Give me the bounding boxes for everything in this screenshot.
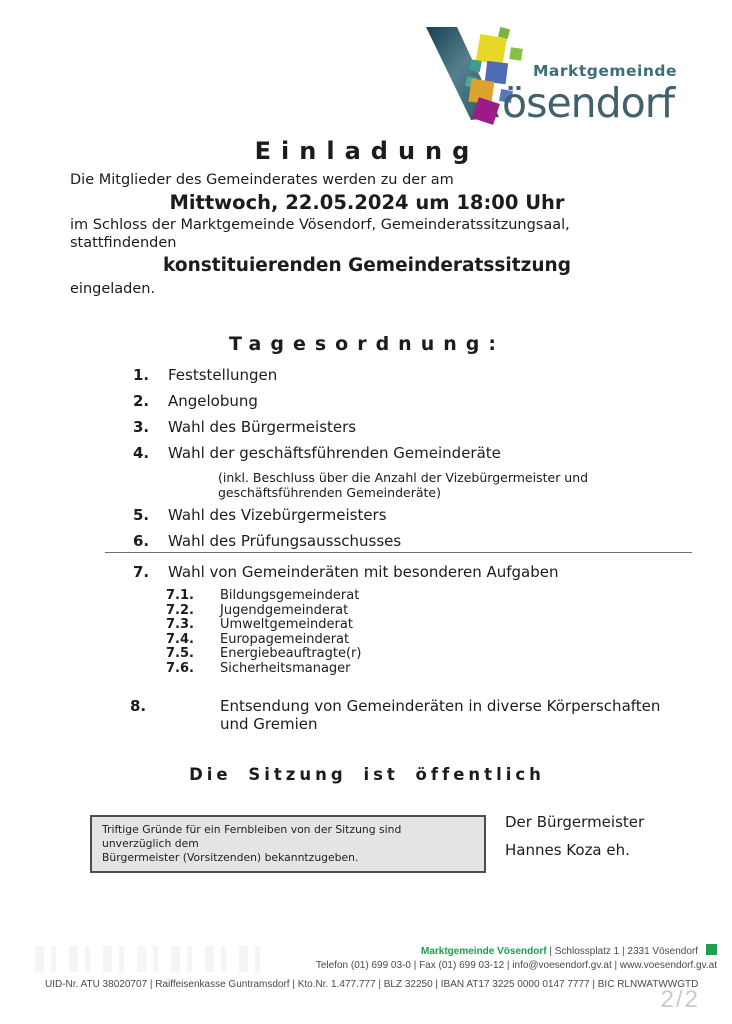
signature-role: Der Bürgermeister (505, 812, 645, 831)
agenda-item-8 (130, 697, 664, 733)
agenda-item-3 (133, 418, 664, 436)
footer-org-name: Marktgemeinde Vösendorf (421, 946, 547, 957)
signature-name: Hannes Koza eh. (505, 840, 630, 859)
agenda-item-number: 3. (133, 418, 150, 436)
agenda-subitem-number: 7.2. (166, 602, 194, 618)
scan-artifact (35, 946, 270, 972)
public-session-notice: Die Sitzung ist öffentlich (189, 764, 545, 784)
agenda-item-text-line: Entsendung von Gemeinderäten in diverse Körperschaften (220, 696, 661, 715)
closing-line: eingeladen. (70, 281, 156, 297)
agenda-subitem-text: Europagemeinderat (220, 631, 350, 647)
agenda-item-text: Wahl des Bürgermeisters (168, 418, 357, 436)
agenda-subitem-number: 7.6. (166, 660, 194, 676)
voesendorf-logo (420, 20, 705, 127)
agenda-subitem-7-1 (166, 589, 664, 602)
agenda-item-text: Wahl des Prüfungsausschusses (168, 532, 402, 550)
page-number: 2/2 (660, 986, 700, 1013)
agenda-item-text: Wahl des Vizebürgermeisters (168, 506, 387, 524)
footer-bank-line: UID-Nr. ATU 38020707 | Raiffeisenkasse Guntramsdorf | Kto.Nr. 1.477.777 | BLZ 32250 | IBAN AT17 3225 0000 0147 7777 | BIC RLNWATWWGTD (45, 979, 699, 990)
meeting-location: im Schloss der Marktgemeinde Vösendorf, Gemeinderatssitzungsaal, stattfindenden (70, 217, 570, 251)
signature-block (505, 812, 645, 859)
agenda-subitem-number: 7.1. (166, 588, 194, 603)
agenda-item-text: Wahl von Gemeinderäten mit besonderen Aufgaben (168, 563, 559, 581)
agenda-item-1 (133, 366, 664, 384)
agenda-subitem-text: Energiebeauftragte(r) (220, 646, 362, 661)
agenda-item-number: 4. (133, 444, 150, 462)
footer-address-line (316, 944, 717, 959)
note-line: (inkl. Beschluss über die Anzahl der Vizebürgermeister und (218, 470, 589, 485)
agenda-item-text (220, 697, 664, 733)
footer-address: | Schlossplatz 1 | 2331 Vösendorf (546, 946, 698, 957)
absence-note-line: Bürgermeister (Vorsitzenden) bekanntzugeben. (102, 850, 359, 864)
meeting-type: konstituierenden Gemeinderatssitzung (163, 255, 571, 276)
agenda-item-number: 6. (133, 532, 150, 550)
agenda-item-text: Angelobung (168, 392, 258, 410)
agenda-subitem-text: Bildungsgemeinderat (220, 588, 360, 603)
agenda-item-4 (133, 444, 664, 462)
agenda-item-number: 2. (133, 392, 150, 410)
agenda-item-text: Wahl der geschäftsführenden Gemeinderäte (168, 444, 501, 462)
agenda-item-number: 5. (133, 506, 150, 524)
agenda-subitem-text: Sicherheitsmanager (220, 660, 351, 676)
agenda-item-4-note (218, 470, 664, 500)
document-body (70, 134, 664, 873)
footer-contact-line: Telefon (01) 699 03-0 | Fax (01) 699 03-12 | info@voesendorf.gv.at | www.voesendorf.gv.at (315, 960, 717, 971)
logo-brand-bottom: ösendorf (502, 79, 675, 127)
absence-note-line: Triftige Gründe für ein Fernbleiben von der Sitzung sind unverzüglich dem (102, 822, 402, 850)
agenda-subitem-7-5 (166, 647, 664, 660)
page-title: Einladung (254, 137, 480, 165)
agenda-subitem-7-6 (166, 662, 664, 675)
agenda-item-7 (133, 563, 664, 581)
note-line: geschäftsführenden Gemeinderäte) (218, 485, 441, 500)
agenda-item-text-line: und Gremien (220, 714, 318, 733)
footer-contact-block (316, 944, 717, 973)
agenda-item-2 (133, 392, 664, 410)
agenda-subitem-text: Umweltgemeinderat (220, 617, 353, 632)
agenda-subitem-number: 7.3. (166, 617, 194, 632)
footer-green-square-icon (706, 944, 717, 955)
voesendorf-logo-mark-icon (420, 20, 705, 127)
logo-brand-top: Marktgemeinde (533, 62, 677, 80)
agenda-subitem-text: Jugendgemeinderat (220, 602, 349, 618)
agenda-item-6 (133, 532, 664, 550)
agenda-item-number: 8. (130, 696, 147, 715)
agenda-subitem-number: 7.5. (166, 646, 194, 661)
intro-line: Die Mitglieder des Gemeinderates werden zu der am (70, 172, 454, 188)
section-divider (105, 552, 692, 553)
agenda-list (70, 366, 664, 733)
agenda-subitem-7-2 (166, 604, 664, 617)
agenda-item-number: 7. (133, 563, 150, 581)
agenda-subitem-list (70, 589, 664, 675)
meeting-datetime: Mittwoch, 22.05.2024 um 18:00 Uhr (169, 191, 565, 214)
absence-note-box (90, 815, 486, 873)
agenda-item-number: 1. (133, 366, 150, 384)
agenda-subitem-7-4 (166, 633, 664, 646)
agenda-item-5 (133, 506, 664, 524)
agenda-subitem-number: 7.4. (166, 631, 194, 647)
agenda-title: Tagesordnung: (229, 333, 505, 355)
agenda-item-text: Feststellungen (168, 366, 278, 384)
bottom-row (90, 812, 664, 873)
agenda-subitem-7-3 (166, 618, 664, 631)
